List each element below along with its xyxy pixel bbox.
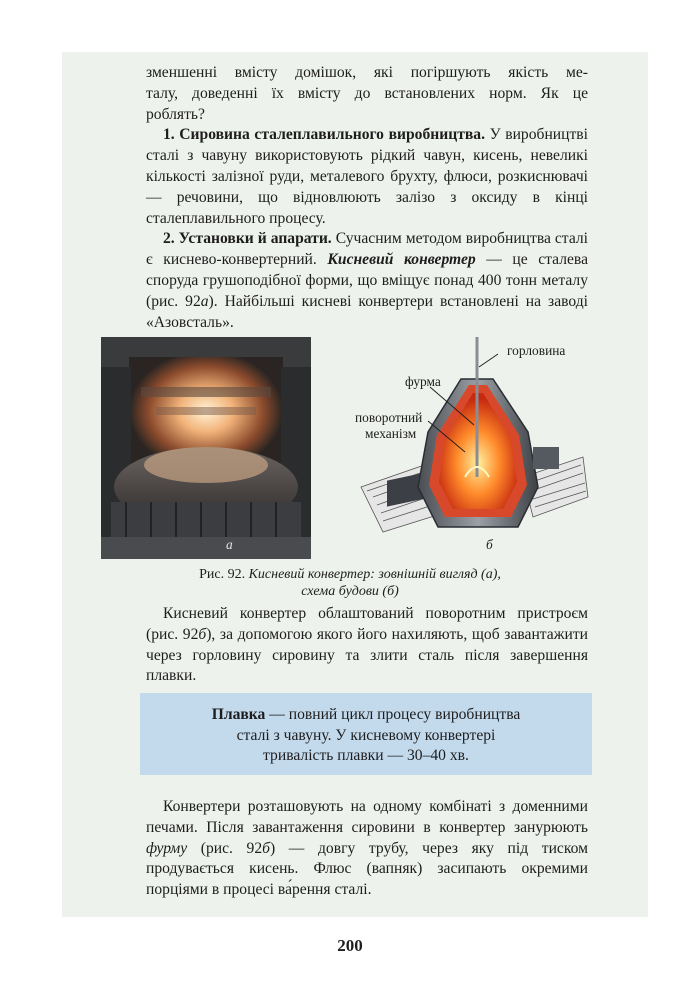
- section-2-text-a: Сучасним методом виробництва сталі є киснево-конвертерний.: [146, 230, 588, 269]
- definition-term: Плавка: [211, 706, 266, 723]
- label-mechanism-line-2: механізм: [365, 426, 417, 441]
- section-2-text-c: ). Найбільші кисневі конвертери встановлені на заводі «Азовсталь».: [146, 292, 588, 331]
- photo-label: а: [226, 537, 233, 552]
- middle-text-b: ), за допомогою якого його нахиляють, щоб завантажити через горловину сировину та злити сталь після завершення плавки.: [146, 625, 588, 685]
- schema-label: б: [486, 537, 493, 552]
- label-lance: фурма: [405, 374, 441, 389]
- section-2-paragraph: [146, 229, 588, 333]
- section-2-term: Кисневий конвертер: [327, 251, 476, 269]
- converter-schema-diagram: [343, 337, 595, 559]
- bottom-text-b: (рис. 92: [187, 839, 263, 857]
- intro-line-3: роблять?: [146, 105, 205, 123]
- section-1-paragraph: [146, 125, 588, 229]
- definition-line-2: сталі з чавуну. У кисневому конвертері: [236, 726, 496, 744]
- section-1-text: У виробництві сталі з чавуну використовують рідкий чавун, кисень, невеликі кількості залізної руди, металевого брухту, флюси, розкиснювачі — речовини, що відновлюють залізо з оксиду в кінці сталеплавильного процесу.: [146, 126, 588, 227]
- caption-line-2: схема будови (б): [301, 584, 399, 599]
- intro-line-2: талу, доведенні їх вмісту до встановлених норм. Як це: [146, 84, 588, 102]
- bottom-paragraph: [146, 797, 588, 901]
- caption-number: Рис. 92.: [199, 567, 249, 582]
- bottom-text-block: [146, 797, 588, 901]
- bottom-text-c: ) — довгу трубу, через яку під тиском продувається кисень. Флюс (вапняк) засипають окремими порціями в процесі ва́рення сталі.: [146, 839, 588, 899]
- label-throat: горловина: [507, 343, 566, 358]
- middle-ref-b: б: [198, 625, 207, 643]
- definition-line-1: [140, 705, 592, 726]
- middle-text-block: [146, 604, 588, 687]
- figure-caption: [100, 566, 600, 600]
- intro-text-block: [146, 63, 588, 333]
- label-mechanism-line-1: поворотний: [355, 410, 423, 425]
- converter-photo-image: [101, 337, 311, 559]
- page-number: 200: [337, 936, 363, 955]
- bottom-text-a: Конвертери розташовують на одному комбінаті з доменними печами. Після завантаження сировини в конвертер занурюють: [146, 798, 588, 836]
- section-2-text-b: — це сталева споруда грушоподібної форми, що вміщує понад 400 тонн металу (рис. 92: [146, 251, 589, 310]
- definition-line-3: тривалість плавки — 30–40 хв.: [263, 747, 469, 765]
- caption-line-1: Кисневий конвертер: зовнішній вигляд (а),: [248, 567, 501, 582]
- definition-box: [140, 693, 592, 775]
- middle-text-a: Кисневий конвертер облаштований поворотним пристроєм (рис. 92: [146, 605, 588, 643]
- bottom-term: фурму: [146, 839, 188, 857]
- bottom-ref-b: б: [262, 839, 270, 857]
- converter-schema: [343, 337, 595, 559]
- section-2-ref-a: а: [200, 292, 209, 310]
- intro-line-1: зменшенні вмісту домішок, які погіршують якість ме-: [146, 64, 588, 81]
- section-1-heading: 1. Сировина сталеплавильного виробництва.: [163, 126, 485, 144]
- section-2-heading: 2. Установки й апарати.: [163, 230, 332, 248]
- converter-photo: [101, 337, 311, 559]
- definition-line-1-text: — повний цикл процесу виробництва: [265, 706, 521, 723]
- middle-paragraph: [146, 604, 588, 687]
